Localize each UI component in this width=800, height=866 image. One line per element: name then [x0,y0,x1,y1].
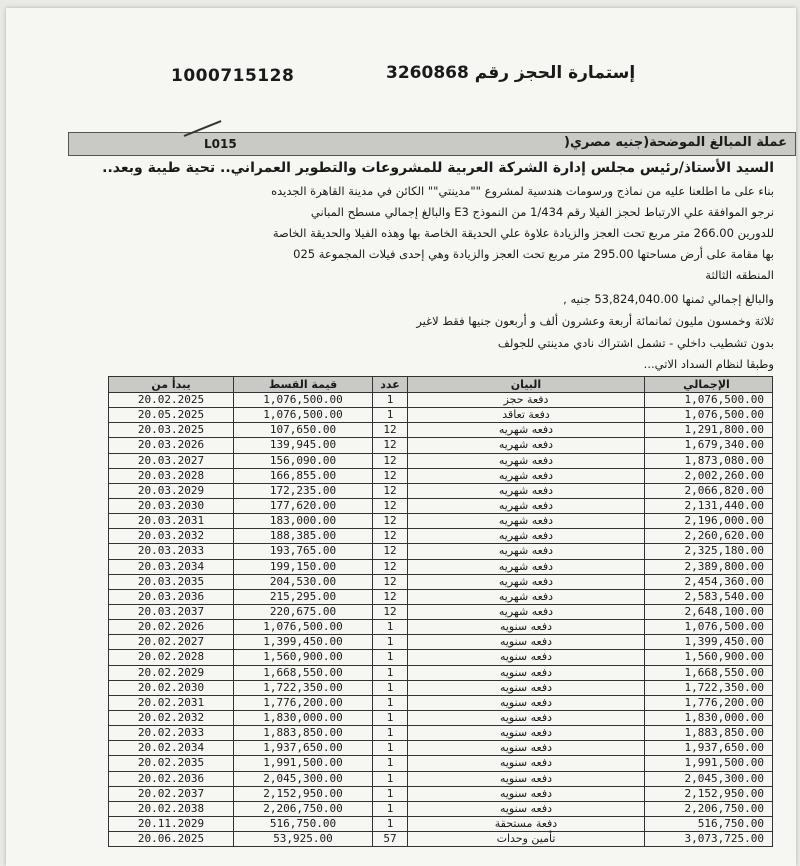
cell-description: دفعة تعاقد [408,408,645,423]
cell-start-date: 20.03.2033 [109,544,234,559]
cell-description: دفعه شهريه [408,604,645,619]
cell-total: 2,066,820.00 [645,483,773,498]
cell-count: 12 [373,514,408,529]
cell-total: 2,583,540.00 [645,589,773,604]
cell-total: 1,991,500.00 [645,756,773,771]
cell-total: 1,883,850.00 [645,726,773,741]
cell-total: 1,291,800.00 [645,423,773,438]
cell-installment: 1,883,850.00 [234,726,373,741]
cell-installment: 1,668,550.00 [234,665,373,680]
cell-installment: 1,830,000.00 [234,710,373,725]
cell-count: 1 [373,635,408,650]
header-total: الإجمالي [645,377,773,393]
table-row [109,680,773,695]
cell-count: 1 [373,665,408,680]
cell-count: 1 [373,786,408,801]
cell-installment: 177,620.00 [234,498,373,513]
cell-installment: 2,206,750.00 [234,801,373,816]
cell-count: 12 [373,468,408,483]
cell-installment: 188,385.00 [234,529,373,544]
cell-total: 2,389,800.00 [645,559,773,574]
cell-start-date: 20.03.2027 [109,453,234,468]
cell-total: 1,873,080.00 [645,453,773,468]
cell-total: 2,045,300.00 [645,771,773,786]
body-line-1: بناء على ما اطلعنا عليه من نماذج ورسومات هندسية لمشروع ""مدينتي"" الكائن في مدينة القاهرة الجديده [271,184,774,198]
cell-installment: 1,776,200.00 [234,695,373,710]
cell-description: دفعه سنويه [408,726,645,741]
cell-installment: 1,076,500.00 [234,620,373,635]
cell-count: 12 [373,483,408,498]
table-row [109,756,773,771]
cell-start-date: 20.05.2025 [109,408,234,423]
cell-description: دفعه سنويه [408,786,645,801]
table-body [109,393,773,847]
cell-start-date: 20.03.2029 [109,483,234,498]
form-title [386,63,635,83]
cell-total: 1,560,900.00 [645,650,773,665]
cell-count: 1 [373,695,408,710]
cell-count: 1 [373,393,408,408]
cell-count: 1 [373,650,408,665]
table-row [109,620,773,635]
cell-installment: 1,399,450.00 [234,635,373,650]
table-row [109,483,773,498]
cell-count: 12 [373,423,408,438]
table-row [109,801,773,816]
table-row [109,695,773,710]
cell-installment: 166,855.00 [234,468,373,483]
cell-description: دفعه شهريه [408,483,645,498]
currency-banner [68,132,796,156]
cell-start-date: 20.02.2033 [109,726,234,741]
table-row [109,574,773,589]
booking-number: 3260868 [386,63,469,83]
cell-total: 2,260,620.00 [645,529,773,544]
cell-start-date: 20.02.2030 [109,680,234,695]
body-line-3: للدورين 266.00 متر مربع تحت العجز والزيادة علاوة علي الحديقة الخاصة بها وهذه الفيلا والحديقة الخاصة [272,226,774,240]
cell-installment: 1,076,500.00 [234,408,373,423]
cell-installment: 516,750.00 [234,816,373,831]
reference-number: 1000715128 [171,66,295,86]
cell-start-date: 20.06.2025 [109,832,234,847]
cell-installment: 1,560,900.00 [234,650,373,665]
table-row [109,589,773,604]
cell-total: 2,196,000.00 [645,514,773,529]
cell-description: دفعه سنويه [408,635,645,650]
table-row [109,408,773,423]
header-count: عدد [373,377,408,393]
cell-description: دفعه سنويه [408,756,645,771]
cell-description: دفعه شهريه [408,574,645,589]
cell-total: 1,399,450.00 [645,635,773,650]
cell-start-date: 20.02.2025 [109,393,234,408]
cell-start-date: 20.03.2032 [109,529,234,544]
cell-count: 1 [373,680,408,695]
cell-count: 12 [373,574,408,589]
cell-start-date: 20.02.2034 [109,741,234,756]
cell-start-date: 20.03.2026 [109,438,234,453]
cell-description: دفعه شهريه [408,438,645,453]
cell-total: 1,937,650.00 [645,741,773,756]
cell-start-date: 20.02.2035 [109,756,234,771]
cell-total: 3,073,725.00 [645,832,773,847]
cell-total: 1,076,500.00 [645,620,773,635]
cell-installment: 107,650.00 [234,423,373,438]
cell-count: 1 [373,801,408,816]
cell-count: 1 [373,771,408,786]
cell-total: 2,325,180.00 [645,544,773,559]
cell-installment: 220,675.00 [234,604,373,619]
cell-count: 1 [373,408,408,423]
cell-description: دفعه سنويه [408,801,645,816]
cell-start-date: 20.02.2028 [109,650,234,665]
price-in-words-line: ثلاثة وخمسون مليون ثمانمائة أربعة وعشرون ألف و أربعون جنيها فقط لاغير [416,314,774,328]
cell-count: 1 [373,726,408,741]
cell-description: دفعه سنويه [408,620,645,635]
cell-total: 1,679,340.00 [645,438,773,453]
cell-total: 2,152,950.00 [645,786,773,801]
table-row [109,665,773,680]
salutation-line: السيد الأستاذ/رئيس مجلس إدارة الشركة العربية للمشروعات والتطوير العمراني.. تحية طيبة وبعد.. [102,160,774,176]
cell-description: دفعه شهريه [408,453,645,468]
cell-start-date: 20.03.2035 [109,574,234,589]
cell-start-date: 20.03.2034 [109,559,234,574]
table-row [109,498,773,513]
cell-total: 1,076,500.00 [645,408,773,423]
table-row [109,635,773,650]
table-row [109,604,773,619]
cell-start-date: 20.11.2029 [109,816,234,831]
table-row [109,786,773,801]
cell-installment: 183,000.00 [234,514,373,529]
cell-installment: 156,090.00 [234,453,373,468]
cell-start-date: 20.03.2025 [109,423,234,438]
cell-description: دفعه سنويه [408,741,645,756]
finishing-note-line: بدون تشطيب داخلي - تشمل اشتراك نادي مدينتي للجولف [497,336,774,350]
table-row [109,438,773,453]
cell-description: دفعه سنويه [408,680,645,695]
cell-installment: 204,530.00 [234,574,373,589]
cell-count: 12 [373,604,408,619]
cell-installment: 2,045,300.00 [234,771,373,786]
cell-installment: 2,152,950.00 [234,786,373,801]
table-row [109,650,773,665]
cell-total: 2,131,440.00 [645,498,773,513]
cell-start-date: 20.02.2037 [109,786,234,801]
cell-description: دفعه سنويه [408,710,645,725]
table-row [109,559,773,574]
cell-description: تأمين وحدات [408,832,645,847]
cell-start-date: 20.03.2031 [109,514,234,529]
table-row [109,771,773,786]
cell-installment: 1,722,350.00 [234,680,373,695]
table-row [109,468,773,483]
cell-count: 12 [373,453,408,468]
cell-description: دفعه شهريه [408,514,645,529]
cell-installment: 172,235.00 [234,483,373,498]
cell-count: 12 [373,498,408,513]
cell-count: 1 [373,816,408,831]
cell-description: دفعه شهريه [408,529,645,544]
cell-count: 1 [373,620,408,635]
cell-count: 12 [373,438,408,453]
cell-total: 1,076,500.00 [645,393,773,408]
cell-start-date: 20.03.2030 [109,498,234,513]
cell-start-date: 20.02.2038 [109,801,234,816]
cell-installment: 199,150.00 [234,559,373,574]
cell-total: 2,002,260.00 [645,468,773,483]
cell-description: دفعه سنويه [408,665,645,680]
cell-description: دفعه شهريه [408,468,645,483]
cell-description: دفعه سنويه [408,650,645,665]
table-row [109,453,773,468]
table-row [109,816,773,831]
cell-installment: 215,295.00 [234,589,373,604]
payment-schedule-table [108,376,773,847]
total-price-line: والبالغ إجمالي ثمنها 53,824,040.00 جنيه , [563,292,774,306]
form-title-label: إستمارة الحجز رقم [474,63,636,83]
cell-count: 12 [373,529,408,544]
cell-description: دفعه شهريه [408,589,645,604]
cell-total: 1,830,000.00 [645,710,773,725]
cell-installment: 1,076,500.00 [234,393,373,408]
cell-start-date: 20.02.2032 [109,710,234,725]
booking-form-page [6,8,796,866]
pen-tick-mark [184,120,222,137]
banner-code: L015 [204,137,237,151]
cell-installment: 53,925.00 [234,832,373,847]
cell-total: 2,206,750.00 [645,801,773,816]
header-description: البيان [408,377,645,393]
currency-note: عملة المبالغ الموضحة(جنيه مصري( [564,135,787,150]
cell-description: دفعة مستحقة [408,816,645,831]
cell-count: 12 [373,544,408,559]
cell-start-date: 20.03.2028 [109,468,234,483]
body-line-4: بها مقامة على أرض مساحتها 295.00 متر مربع تحت العجز والزيادة وهي إحدى فيلات المجموعة 025 [293,247,774,261]
cell-total: 516,750.00 [645,816,773,831]
cell-description: دفعه شهريه [408,498,645,513]
cell-start-date: 20.03.2037 [109,604,234,619]
cell-total: 1,668,550.00 [645,665,773,680]
body-line-2: نرجو الموافقة علي الارتباط لحجز الفيلا رقم 1/434 من النموذج E3 والبالغ إجمالي مسطح المباني [310,205,774,219]
cell-count: 1 [373,756,408,771]
cell-start-date: 20.02.2026 [109,620,234,635]
payment-plan-intro: وطبقا لنظام السداد الاتي... [643,357,774,371]
cell-total: 2,648,100.00 [645,604,773,619]
cell-start-date: 20.02.2027 [109,635,234,650]
cell-description: دفعه شهريه [408,423,645,438]
cell-count: 1 [373,710,408,725]
cell-count: 57 [373,832,408,847]
cell-count: 1 [373,741,408,756]
cell-start-date: 20.02.2036 [109,771,234,786]
cell-start-date: 20.02.2029 [109,665,234,680]
cell-count: 12 [373,559,408,574]
cell-installment: 139,945.00 [234,438,373,453]
header-start-date: يبدأ من [109,377,234,393]
cell-total: 1,722,350.00 [645,680,773,695]
cell-description: دفعه شهريه [408,544,645,559]
body-line-5: المنطقه الثالثة [705,268,774,282]
table-row [109,423,773,438]
table-row [109,529,773,544]
cell-total: 2,454,360.00 [645,574,773,589]
cell-installment: 1,937,650.00 [234,741,373,756]
cell-description: دفعه شهريه [408,559,645,574]
cell-start-date: 20.02.2031 [109,695,234,710]
table-row [109,544,773,559]
cell-installment: 1,991,500.00 [234,756,373,771]
table-row [109,741,773,756]
cell-installment: 193,765.00 [234,544,373,559]
cell-description: دفعه سنويه [408,771,645,786]
cell-count: 12 [373,589,408,604]
table-row [109,710,773,725]
table-row [109,726,773,741]
cell-description: دفعة حجز [408,393,645,408]
header-installment: قيمة القسط [234,377,373,393]
cell-total: 1,776,200.00 [645,695,773,710]
table-row [109,514,773,529]
table-row [109,832,773,847]
table-header-row [109,377,773,393]
table-row [109,393,773,408]
cell-start-date: 20.03.2036 [109,589,234,604]
cell-description: دفعه سنويه [408,695,645,710]
